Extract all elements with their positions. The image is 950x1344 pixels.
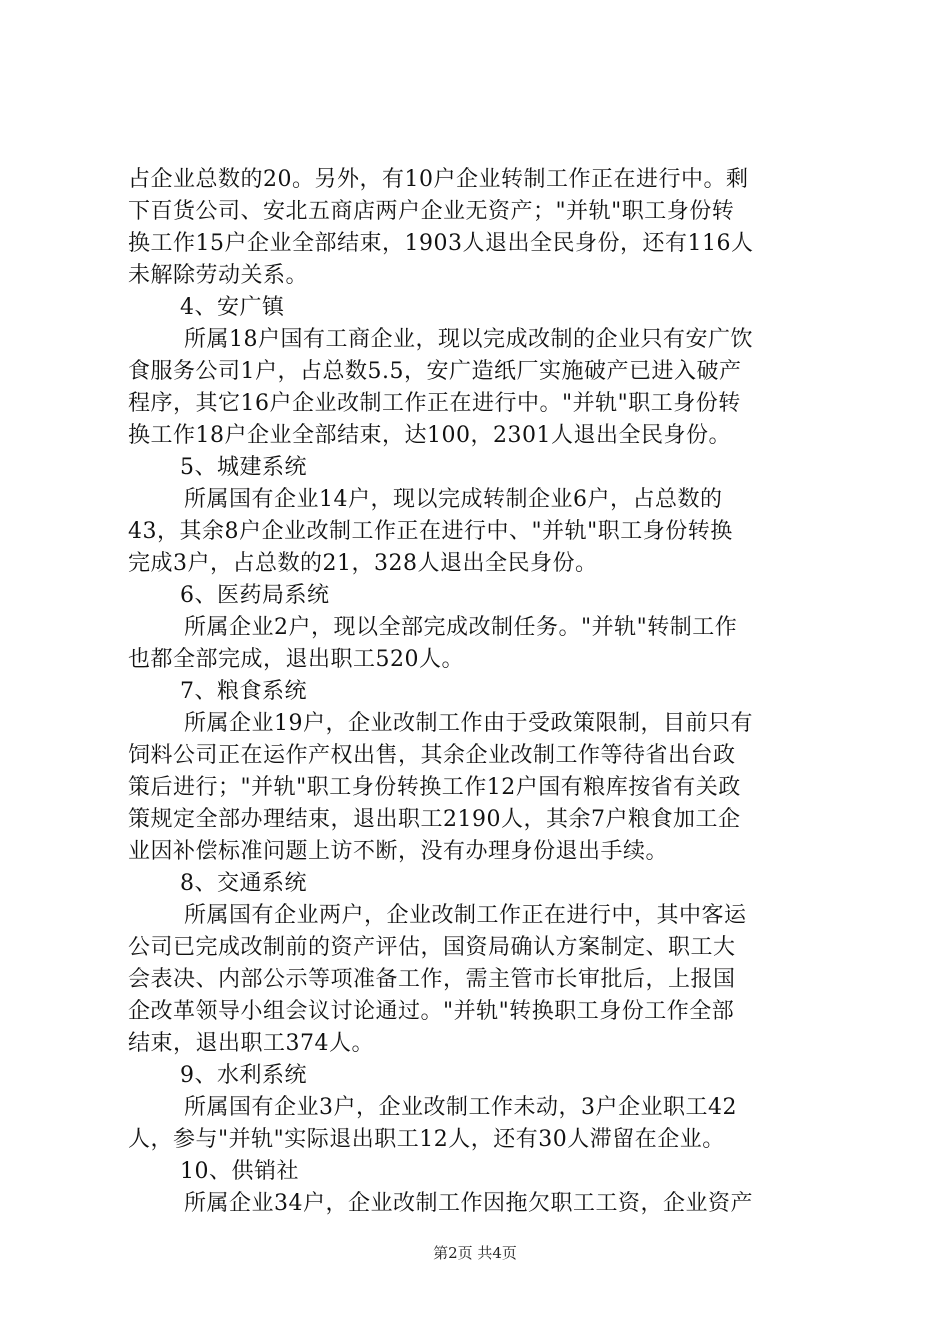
text-line: 所属企业19户，企业改制工作由于受政策限制，目前只有 [184,711,753,736]
text-line: 下百货公司、安北五商店两户企业无资产；"并轨"职工身份转 [128,199,735,224]
section-heading: 8、交通系统 [180,871,307,896]
text-line: 程序，其它16户企业改制工作正在进行中。"并轨"职工身份转 [128,391,741,416]
text-line: 换工作18户企业全部结束，达100，2301人退出全民身份。 [128,423,731,448]
text-line: 43，其余8户企业改制工作正在进行中、"并轨"职工身份转换 [128,519,733,544]
text-line: 策规定全部办理结束，退出职工2190人，其余7户粮食加工企 [128,807,741,832]
section-heading: 10、供销社 [180,1159,299,1184]
text-line: 占企业总数的20。另外，有10户企业转制工作正在进行中。剩 [128,167,749,192]
section-heading: 4、安广镇 [180,295,285,320]
text-line: 所属企业2户，现以全部完成改制任务。"并轨"转制工作 [184,615,738,640]
text-line: 饲料公司正在运作产权出售，其余企业改制工作等待省出台政 [128,743,736,768]
text-line: 公司已完成改制前的资产评估，国资局确认方案制定、职工大 [128,935,736,960]
text-line: 所属国有企业14户，现以完成转制企业6户，占总数的 [184,487,723,512]
text-line: 所属企业34户，企业改制工作因拖欠职工工资，企业资产 [184,1191,753,1216]
text-line: 所属国有企业3户，企业改制工作未动，3户企业职工42 [184,1095,737,1120]
section-heading: 5、城建系统 [180,455,307,480]
text-line: 完成3户，占总数的21，328人退出全民身份。 [128,551,598,576]
text-line: 所属18户国有工商企业，现以完成改制的企业只有安广饮 [184,327,753,352]
text-line: 人，参与"并轨"实际退出职工12人，还有30人滞留在企业。 [128,1127,725,1152]
section-heading: 6、医药局系统 [180,583,330,608]
text-line: 企改革领导小组会议讨论通过。"并轨"转换职工身份工作全部 [128,999,735,1024]
text-line: 食服务公司1户，占总数5.5，安广造纸厂实施破产已进入破产 [128,359,742,384]
section-heading: 9、水利系统 [180,1063,307,1088]
page-footer: 第2页 共4页 [433,1244,517,1262]
text-line: 策后进行；"并轨"职工身份转换工作12户国有粮库按省有关政 [128,775,741,800]
text-line: 未解除劳动关系。 [128,263,309,288]
section-heading: 7、粮食系统 [180,679,307,704]
text-line: 换工作15户企业全部结束，1903人退出全民身份，还有116人 [128,231,754,256]
text-line: 会表决、内部公示等项准备工作，需主管市长审批后，上报国 [128,967,736,992]
text-line: 也都全部完成，退出职工520人。 [128,647,464,672]
text-line: 所属国有企业两户，企业改制工作正在进行中，其中客运 [184,903,747,928]
text-line: 结束，退出职工374人。 [128,1031,374,1056]
document-body [128,164,838,1220]
text-line: 业因补偿标准问题上访不断，没有办理身份退出手续。 [128,839,669,864]
